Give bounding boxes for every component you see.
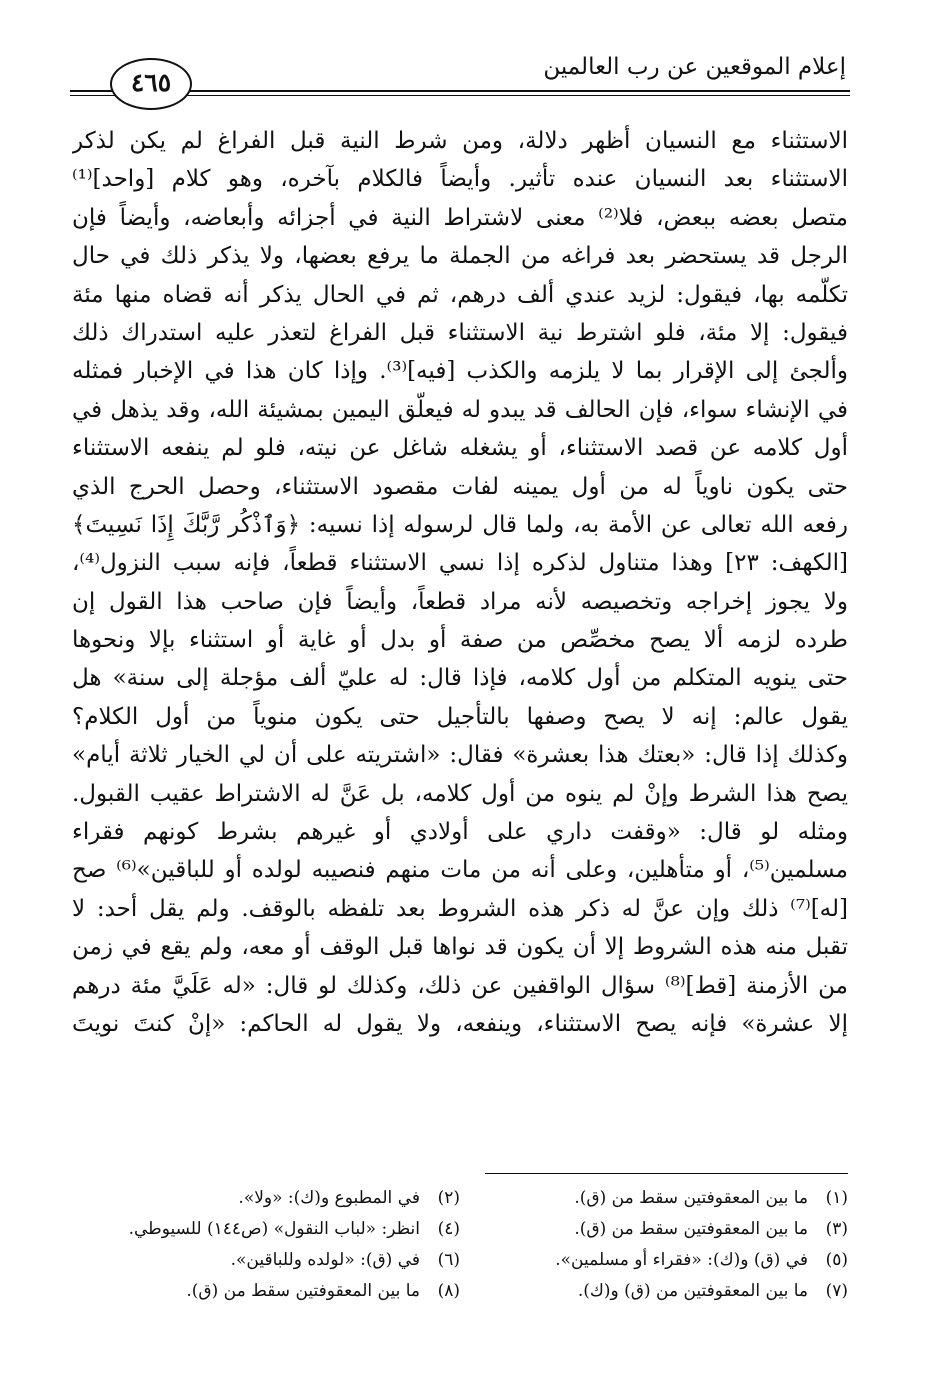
footnote-number: (١) xyxy=(825,1188,848,1208)
footnote-text: في المطبوع و(ك): «ولا». xyxy=(238,1188,420,1208)
text-line: [له]⁽⁷⁾ ذلك وإن عنَّ له ذكر هذه الشروط بعد تلفظه بالوقف. ولم يقل أحد: لا xyxy=(72,895,848,922)
header-rule-left xyxy=(70,90,115,92)
text-line: أول كلامه عن قصد الاستثناء، أو يشغله شاغل عن نيته، فلو لم ينفعه الاستثناء xyxy=(72,435,848,462)
footnote-text: ما بين المعقوفتين سقط من (ق). xyxy=(574,1188,808,1208)
text-line: رفعه الله تعالى عن الأمة به، ولما قال لرسوله إذا نسيه: ﴿وَٱذْكُر رَّبَّكَ إِذَا نَسِيتَ﴾ xyxy=(72,511,848,538)
text-line: ومثله لو قال: «وقفت داري على أولادي أو غيرهم بشرط كونهم فقراء xyxy=(72,819,848,846)
text-line: [الكهف: ٢٣] وهذا متناول لذكره إذا نسي الاستثناء قطعاً، فإنه سبب النزول⁽⁴⁾، xyxy=(72,550,848,577)
footnote-row xyxy=(72,1183,848,1214)
text-line: حتى يكون ناوياً له من أول يمينه لفات مقصود الاستثناء، وحصل الحرج الذي xyxy=(72,473,848,500)
footnote-number: (٧) xyxy=(825,1281,848,1301)
main-text xyxy=(72,122,848,1043)
page-number: ٤٦٥ xyxy=(110,58,192,110)
text-line: تكلّمه بها، فيقول: لزيد عندي ألف درهم، ثم في الحال يذكر أنه قضاه منها مئة xyxy=(72,281,848,308)
text-line: مسلمين⁽⁵⁾، أو متأهلين، وعلى أنه من مات منهم فنصيبه لولده أو للباقين»⁽⁶⁾ صح xyxy=(72,857,848,884)
text-line: تقبل منه هذه الشروط إلا أن يكون قد نواها قبل الوقف أو معه، ولم يقع في زمن xyxy=(72,934,848,961)
footnote-2 xyxy=(72,1183,460,1214)
footnote-row xyxy=(72,1245,848,1276)
page-header xyxy=(70,48,850,108)
footnote-text: ما بين المعقوفتين سقط من (ق). xyxy=(186,1281,420,1301)
footnote-6 xyxy=(72,1245,460,1276)
text-line: ولا يجوز إخراجه وتخصيصه لأنه مراد قطعاً، وأيضاً فإن صاحب هذا القول إن xyxy=(72,588,848,615)
footnote-text: في (ق): «لولده وللباقين». xyxy=(230,1250,420,1270)
footnote-text: انظر: «لباب النقول» (ص١٤٤) للسيوطي. xyxy=(128,1219,420,1239)
header-rule-thin xyxy=(175,95,850,96)
footnotes xyxy=(72,1183,848,1307)
text-line: الاستثناء مع النسيان أظهر دلالة، ومن شرط النية قبل الفراغ لم يكن لذكر xyxy=(72,128,848,154)
text-line: حتى ينويه المتكلم من أول كلامه، فإذا قال: له عليّ ألف مؤجلة إلى سنة» هل xyxy=(72,665,848,692)
footnote-text: ما بين المعقوفتين سقط من (ق). xyxy=(574,1219,808,1239)
footnote-number: (٢) xyxy=(437,1188,460,1208)
footnote-number: (٥) xyxy=(825,1250,848,1270)
text-line: وكذلك إذا قال: «بعتك هذا بعشرة» فقال: «اشتريته على أن لي الخيار ثلاثة أيام» xyxy=(72,742,848,769)
footnote-1 xyxy=(460,1183,848,1214)
text-line: فيقول: إلا مئة، فلو اشترط نية الاستثناء قبل الفراغ لتعذر عليه استدراك ذلك xyxy=(72,319,848,346)
footnote-text: في (ق) و(ك): «فقراء أو مسلمين». xyxy=(555,1250,808,1270)
footnote-row xyxy=(72,1276,848,1307)
text-line: في الإنشاء سواء، فإن الحالف قد يبدو له فيعلّق اليمين بمشيئة الله، وقد يذهل في xyxy=(72,396,848,423)
text-line: من الأزمنة [قط]⁽⁸⁾ سؤال الواقفين عن ذلك، وكذلك لو قال: «له عَلَيَّ مئة درهم xyxy=(72,972,848,999)
footnote-text: ما بين المعقوفتين من (ق) و(ك). xyxy=(577,1281,808,1301)
text-line: وألجئ إلى الإقرار بما لا يلزمه والكذب [فيه]⁽³⁾. وإذا كان هذا في الإخبار فمثله xyxy=(72,358,848,385)
text-line: متصل بعضه ببعض، فلا⁽²⁾ معنى لاشتراط النية في أجزائه وأبعاضه، وأيضاً فإن xyxy=(72,204,848,231)
footnote-number: (٤) xyxy=(437,1219,460,1239)
footnote-4 xyxy=(72,1214,460,1245)
text-line: الرجل قد يستحضر بعد فراغه من الجملة ما يرفع بعضها، ولا يذكر ذلك في حال xyxy=(72,243,848,270)
text-line: يصح هذا الشرط وإنْ لم ينوه من أول كلامه، بل عَنَّ له الاشتراط عقيب القبول. xyxy=(72,780,848,807)
header-rule-left-thin xyxy=(70,95,115,96)
text-line: إلا عشرة» فإنه يصح الاستثناء، وينفعه، ولا يقول له الحاكم: «إنْ كنتَ نويتَ xyxy=(72,1010,848,1037)
footnote-row xyxy=(72,1214,848,1245)
footnote-7 xyxy=(460,1276,848,1307)
text-line: طرده لزمه ألا يصح مخصِّص من صفة أو بدل أو غاية أو استثناء بإلا ونحوها xyxy=(72,627,848,654)
header-rule xyxy=(175,90,850,92)
footnote-separator xyxy=(485,1173,848,1174)
text-line: الاستثناء بعد النسيان عنده تأثير. وأيضاً فالكلام بآخره، وهو كلام [واحد]⁽¹⁾ xyxy=(72,166,848,193)
footnote-number: (٨) xyxy=(437,1281,460,1301)
footnote-8 xyxy=(72,1276,460,1307)
footnote-number: (٣) xyxy=(825,1219,848,1239)
footnote-3 xyxy=(460,1214,848,1245)
text-line: يقول عالم: إنه لا يصح وصفها بالتأجيل حتى يكون منوياً من أول الكلام؟ xyxy=(72,703,848,730)
footnote-number: (٦) xyxy=(437,1250,460,1270)
footnote-5 xyxy=(460,1245,848,1276)
book-title: إعلام الموقعين عن رب العالمين xyxy=(543,54,846,80)
